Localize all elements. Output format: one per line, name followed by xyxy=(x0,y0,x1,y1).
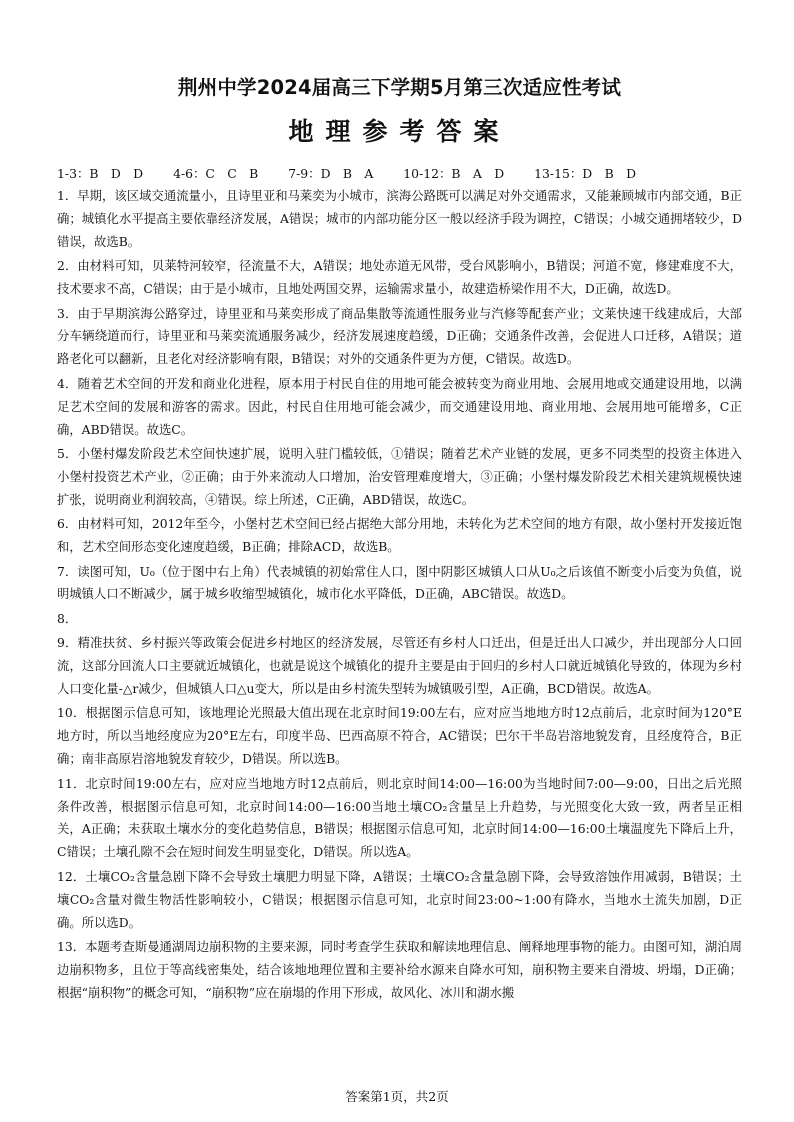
page-title: 地理参考答案 xyxy=(288,117,511,146)
explanation-q13: 13．本题考查斯曼通湖周边崩积物的主要来源，同时考查学生获取和解读地理信息、阐释地理事物的能力。由图可知，湖泊周边崩积物多，且位于等高线密集处，结合该地地理位置和主要补给水源来自降水可知，崩积物主要来自滑坡、坍塌，D正确；根据“崩积物”的概念可知，“崩积物”应在崩塌的作用下形成，故风化、冰川和湖水搬 xyxy=(57,940,742,1000)
explanation-q1: 1．早期，该区域交通流量小，且诗里亚和马莱奕为小城市，滨海公路既可以满足对外交通需求，又能兼顾城市内部交通，B正确；城镇化水平提高主要依靠经济发展，A错误；城市的内部功能分区一般以经济手段为调控，C错误；小城交通拥堵较少，D错误，故选B。 xyxy=(57,189,742,249)
explanation-q9: 9．精准扶贫、乡村振兴等政策会促进乡村地区的经济发展，尽管还有乡村人口迁出，但是迁出人口减少，并出现部分人口回流，这部分回流人口主要就近城镇化，也就是说这个城镇化的提升主要是由于回归的乡村人口就近城镇化导致的，体现为乡村人口变化量-△r减少，但城镇人口△u变大，所以是由乡村流失型转为城镇吸引型，A正确，BCD错误。故选A。 xyxy=(57,636,742,697)
explanation-q7: 7．读图可知，U₀（位于图中右上角）代表城镇的初始常住人口，图中阴影区城镇人口从U₀之后该值不断变小后变为负值，说明城镇人口不断减少，属于城乡收缩型城镇化，城市化水平降低，D正确，ABC错误。故选D。 xyxy=(57,564,742,602)
explanation-q4: 4．随着艺术空间的开发和商业化进程，原本用于村民自住的用地可能会被转变为商业用地、会展用地或交通建设用地，以满足艺术空间的发展和游客的需求。因此，村民自住用地可能会减少，而交通建设用地、商业用地、会展用地可能增多，C正确，ABD错误。故选C。 xyxy=(57,376,742,437)
school-exam-title: 荆州中学2024届高三下学期5月第三次适应性考试 xyxy=(177,76,622,99)
explanation-q11: 11．北京时间19:00左右，应对应当地地方时12点前后，则北京时间14:00—16:00为当地时间7:00—9:00，日出之后光照条件改善，根据图示信息可知，北京时间14:00—16:00当地土壤CO₂含量呈上升趋势，与光照变化大致一致，两者呈正相关，A正确；未获取土壤水分的变化趋势信息，B错误；根据图示信息可知，北京时间14:00—16:00土壤温度先下降后上升，C错误；土壤孔隙不会在短时间发生明显变化，D错误。所以选A。 xyxy=(57,776,742,860)
explanation-q3: 3．由于早期滨海公路穿过，诗里亚和马莱奕形成了商品集散等流通性服务业与汽修等配套产业；文莱快速干线建成后，大部分车辆绕道而行，诗里亚和马莱奕流通服务减少，经济发展速度趋缓，D正确；交通条件改善，会促进人口迁移，A错误；道路老化可以翻新，且老化对经济影响有限，B错误；对外的交通条件更为方便，C错误。故选D。 xyxy=(57,306,742,367)
explanation-q8: 8． xyxy=(57,611,78,626)
explanation-q5: 5．小堡村爆发阶段艺术空间快速扩展，说明入驻门槛较低，①错误；随着艺术产业链的发展，更多不同类型的投资主体进入小堡村投资艺术产业，②正确；由于外来流动人口增加，治安管理难度增大，③正确；小堡村爆发阶段艺术相关建筑规模快速扩张，说明商业利润较高，④错误。综上所述，C正确，ABD错误，故选C。 xyxy=(57,446,742,507)
answer-key-line xyxy=(57,164,742,184)
explanation-q12: 12．土壤CO₂含量急剧下降不会导致土壤肥力明显下降，A错误；土壤CO₂含量急剧下降，会导致溶蚀作用减弱，B错误；土壤CO₂含量对微生物活性影响较小，C错误；根据图示信息可知，北京时间23:00~1:00有降水，当地水土流失加剧，D正确。所以选D。 xyxy=(57,869,742,930)
answer-group-1-3: 1-3：B D D xyxy=(57,166,144,181)
answer-group-7-9: 7-9：D B A xyxy=(288,166,374,181)
explanation-q10: 10．根据图示信息可知，该地理论光照最大值出现在北京时间19:00左右，应对应当地地方时12点前后，北京时间为120°E地方时，所以当地经度应为20°E左右，印度半岛、巴西高原不符合，AC错误；巴尔干半岛岩溶地貌发育，且经度符合，B正确；南非高原岩溶地貌发育较少，D错误。所以选B。 xyxy=(57,706,742,767)
answer-group-10-12: 10-12：B A D xyxy=(403,166,505,181)
answer-group-13-15: 13-15：D B D xyxy=(534,166,637,181)
answer-group-4-6: 4-6：C C B xyxy=(173,166,259,181)
page-footer: 答案第1页，共2页 xyxy=(345,1089,449,1104)
explanation-q6: 6．由材料可知，2012年至今，小堡村艺术空间已经占据绝大部分用地，未转化为艺术空间的地方有限，故小堡村开发接近饱和，艺术空间形态变化速度趋缓，B正确；排除ACD，故选B。 xyxy=(57,517,742,555)
explanation-q2: 2．由材料可知，贝莱特河较窄，径流量不大，A错误；地处赤道无风带，受台风影响小，B错误；河道不宽，修建难度不大，技术要求不高，C错误；由于是小城市，且地处两国交界，运输需求量小，故建造桥梁作用不大，D正确，故选D。 xyxy=(57,259,742,297)
